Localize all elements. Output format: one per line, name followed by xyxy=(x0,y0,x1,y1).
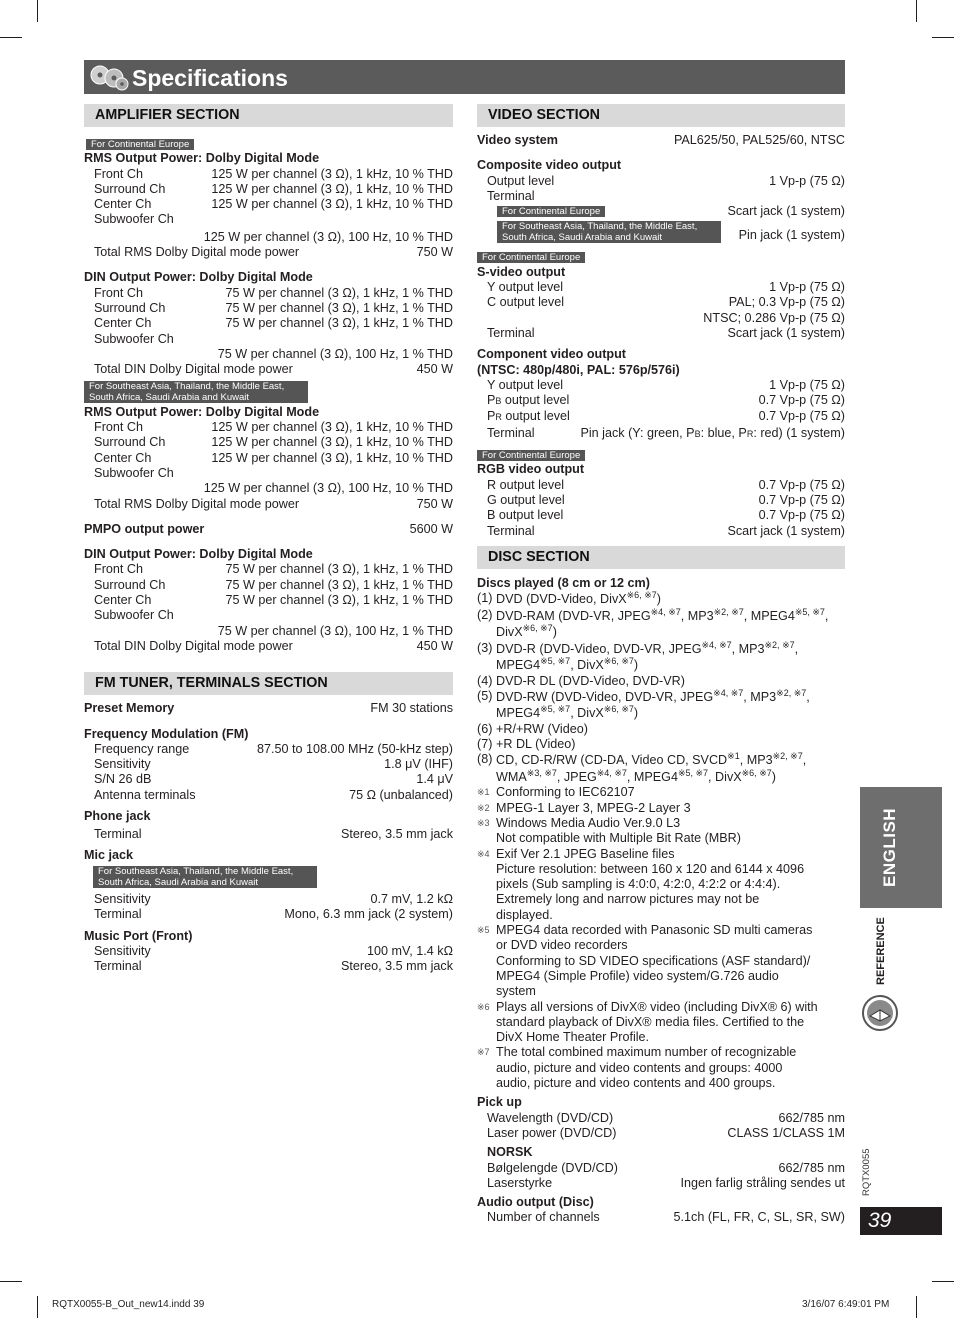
disc-notes xyxy=(477,785,845,1091)
spec-value: Pin jack (1 system) xyxy=(738,228,845,243)
disc-item-text: DVD-R DL (DVD-Video, DVD-VR) xyxy=(496,673,685,688)
spec-value: 450 W xyxy=(416,638,453,653)
spec-label: PR output level xyxy=(487,409,570,424)
din-title: DIN Output Power: Dolby Digital Mode xyxy=(84,547,313,562)
spec-label: Center Ch xyxy=(94,197,152,212)
page-number-box xyxy=(860,1207,942,1235)
spec-value: Stereo, 3.5 mm jack xyxy=(341,959,453,974)
spec-label: Front Ch xyxy=(94,420,143,435)
disc-items xyxy=(477,591,845,785)
reference-label: REFERENCE xyxy=(875,917,887,985)
language-label: ENGLISH xyxy=(880,807,899,887)
spec-value: Ingen farlig stråling sendes ut xyxy=(680,1175,845,1190)
spec-value: Stereo, 3.5 mm jack xyxy=(341,827,453,842)
spec-value: 750 W xyxy=(416,496,453,511)
spec-label: Y output level xyxy=(487,280,564,295)
spec-row xyxy=(84,420,453,435)
footnote xyxy=(477,1000,845,1046)
spec-label: Video system xyxy=(477,133,558,147)
spec-row xyxy=(477,326,845,341)
spec-label: Surround Ch xyxy=(94,181,166,196)
spec-row xyxy=(84,907,453,922)
spec-row xyxy=(84,167,453,182)
spec-label: Center Ch xyxy=(94,593,152,608)
spec-label: Surround Ch xyxy=(94,435,166,450)
component-title: Component video output xyxy=(477,347,627,362)
footnote xyxy=(477,801,845,816)
rgb-rows xyxy=(477,478,845,539)
spec-label: G output level xyxy=(487,492,565,507)
spec-row xyxy=(477,280,845,295)
spec-row xyxy=(477,493,845,508)
spec-value: PAL; 0.3 Vp-p (75 Ω) xyxy=(728,295,845,310)
spec-row xyxy=(477,508,845,523)
disc-item xyxy=(477,689,845,722)
spec-label: Terminal xyxy=(487,425,535,440)
pickup-title: Pick up xyxy=(477,1095,522,1110)
pickup-rows xyxy=(477,1111,845,1142)
region-tag: For Southeast Asia, Thailand, the Middle East, South Africa, Saudi Arabia and Kuwait xyxy=(497,221,721,243)
crop-mark xyxy=(37,1296,38,1318)
spec-value: 662/785 nm xyxy=(778,1110,845,1125)
spec-value: 75 W per channel (3 Ω), 1 kHz, 1 % THD xyxy=(225,316,453,331)
footnote-marker: ※7 xyxy=(477,1047,490,1058)
spec-value: 1 Vp-p (75 Ω) xyxy=(769,377,845,392)
music-rows xyxy=(84,944,453,975)
spec-row xyxy=(84,742,453,757)
spec-row xyxy=(477,204,845,219)
spec-label: Center Ch xyxy=(94,450,152,465)
spec-value: 0.7 Vp-p (75 Ω) xyxy=(758,492,845,507)
spec-value: 0.7 Vp-p (75 Ω) xyxy=(758,477,845,492)
norsk-rows xyxy=(477,1161,845,1192)
spec-row xyxy=(477,409,845,425)
crop-mark xyxy=(932,37,954,38)
disc-item xyxy=(477,722,845,737)
footnote-marker: ※3 xyxy=(477,817,490,828)
spec-value: 0.7 mV, 1.2 kΩ xyxy=(370,892,453,907)
spec-value: 0.7 Vp-p (75 Ω) xyxy=(758,409,845,424)
spec-row xyxy=(84,757,453,772)
spec-value: 450 W xyxy=(416,362,453,377)
left-column xyxy=(84,104,453,975)
disc-item xyxy=(477,641,845,674)
spec-value: 125 W per channel (3 Ω), 1 kHz, 10 % THD xyxy=(211,420,453,435)
spec-label: Total DIN Dolby Digital mode power xyxy=(94,362,293,377)
spec-label: Terminal xyxy=(487,325,535,340)
spec-row xyxy=(477,378,845,393)
svideo-title: S-video output xyxy=(477,264,566,279)
spec-row xyxy=(84,522,453,537)
disc-item-text: +R DL (Video) xyxy=(496,737,576,752)
footnote-marker: ※5 xyxy=(477,925,490,936)
spec-row xyxy=(84,827,453,842)
spec-label: Subwoofer Ch xyxy=(94,465,174,480)
spec-row xyxy=(84,362,453,377)
spec-row xyxy=(84,286,453,301)
spec-label: Wavelength (DVD/CD) xyxy=(487,1110,614,1125)
spec-label: S/N 26 dB xyxy=(94,772,152,787)
spec-row xyxy=(84,562,453,577)
footnote-text: Exif Ver 2.1 JPEG Baseline files Picture resolution: between 160 x 120 and 6144 x 4096 pixels (Sub sampling is 4:0:0, 4:2:0, 4:2:2 or 4:4:4). Extremely long and narrow pictures may not be displayed. xyxy=(496,846,805,922)
spec-label: R output level xyxy=(487,477,565,492)
spec-label: Terminal xyxy=(94,907,142,922)
spec-label: Frequency range xyxy=(94,741,190,756)
footnote xyxy=(477,816,845,847)
composite-title: Composite video output xyxy=(477,158,622,173)
spec-label: Total RMS Dolby Digital mode power xyxy=(94,245,300,260)
spec-label: Surround Ch xyxy=(94,300,166,315)
disc-item-number: (7) xyxy=(477,737,493,752)
spec-row xyxy=(84,578,453,593)
spec-value: 75 W per channel (3 Ω), 100 Hz, 1 % THD xyxy=(217,346,453,361)
spec-value: 125 W per channel (3 Ω), 1 kHz, 10 % THD xyxy=(211,181,453,196)
disc-section-header: DISC SECTION xyxy=(477,546,845,569)
region-tag: For Southeast Asia, Thailand, the Middle East, South Africa, Saudi Arabia and Kuwait xyxy=(93,866,317,888)
amplifier-section-header: AMPLIFIER SECTION xyxy=(84,104,453,127)
disc-item-number: (3) xyxy=(477,640,493,655)
disc-item-number: (6) xyxy=(477,721,493,736)
disc-item-number: (4) xyxy=(477,673,493,688)
footnote-marker: ※4 xyxy=(477,848,490,859)
footnote-marker: ※2 xyxy=(477,802,490,813)
spec-value: Mono, 6.3 mm jack (2 system) xyxy=(284,907,453,922)
spec-value: 750 W xyxy=(416,245,453,260)
fm-rows xyxy=(84,742,453,803)
spec-label: PB output level xyxy=(487,393,570,408)
crop-mark xyxy=(0,37,22,38)
spec-row xyxy=(84,639,453,654)
spec-row xyxy=(477,221,845,243)
footnote-text: MPEG-1 Layer 3, MPEG-2 Layer 3 xyxy=(496,800,691,815)
component-subtitle: (NTSC: 480p/480i, PAL: 576p/576i) xyxy=(477,362,680,377)
spec-row xyxy=(84,435,453,450)
spec-row xyxy=(84,944,453,959)
spec-value: 75 W per channel (3 Ω), 1 kHz, 1 % THD xyxy=(225,577,453,592)
spec-row xyxy=(84,892,453,907)
page-title: Specifications xyxy=(132,65,288,91)
spec-row xyxy=(477,478,845,493)
spec-row xyxy=(84,593,453,608)
spec-label: PMPO output power xyxy=(84,521,205,536)
spec-row xyxy=(477,133,845,148)
title-bar xyxy=(84,60,845,94)
region-tag: For Continental Europe xyxy=(477,450,585,461)
disc-item-text: DVD (DVD-Video, DivX$^{※6, ※7}$) xyxy=(496,590,661,607)
spec-row xyxy=(477,1176,845,1191)
spec-value: 0.7 Vp-p (75 Ω) xyxy=(758,393,845,408)
spec-label: Subwoofer Ch xyxy=(94,212,174,227)
spec-row xyxy=(84,788,453,803)
footnote-marker: ※6 xyxy=(477,1001,490,1012)
spec-value: Scart jack (1 system) xyxy=(727,523,845,538)
spec-label: Total RMS Dolby Digital mode power xyxy=(94,496,300,511)
crop-mark xyxy=(37,0,38,22)
spec-row xyxy=(84,701,453,716)
footnote xyxy=(477,1045,845,1091)
spec-label: Subwoofer Ch xyxy=(94,608,174,623)
spec-label: Output level xyxy=(487,173,555,188)
spec-value: 125 W per channel (3 Ω), 1 kHz, 10 % THD xyxy=(211,435,453,450)
spec-value: 5.1ch (FL, FR, C, SL, SR, SW) xyxy=(673,1210,845,1225)
spec-row xyxy=(477,1126,845,1141)
disc-item-number: (8) xyxy=(477,752,493,767)
spec-row xyxy=(477,524,845,539)
spec-label: Terminal xyxy=(487,188,535,203)
footer-date: 3/16/07 6:49:01 PM xyxy=(802,1299,890,1310)
rms-title: RMS Output Power: Dolby Digital Mode xyxy=(84,151,320,166)
spec-row xyxy=(84,245,453,260)
spec-value: 75 W per channel (3 Ω), 1 kHz, 1 % THD xyxy=(225,285,453,300)
spec-label: Sensitivity xyxy=(94,944,151,959)
disc-item xyxy=(477,752,845,785)
spec-label: Laser power (DVD/CD) xyxy=(487,1125,617,1140)
spec-label: Preset Memory xyxy=(84,701,175,716)
region-tag: For Continental Europe xyxy=(477,252,585,263)
footnote xyxy=(477,785,845,800)
region-tag: For Southeast Asia, Thailand, the Middle East, South Africa, Saudi Arabia and Kuwait xyxy=(84,381,308,403)
fm-section-header: FM TUNER, TERMINALS SECTION xyxy=(84,672,453,695)
spec-value: 75 Ω (unbalanced) xyxy=(349,787,453,802)
disc-item-number: (5) xyxy=(477,688,493,703)
crop-mark xyxy=(916,1296,917,1318)
footnote xyxy=(477,923,845,999)
spec-value: CLASS 1/CLASS 1M xyxy=(727,1125,845,1140)
video-section-header: VIDEO SECTION xyxy=(477,104,845,127)
spec-label: Sensitivity xyxy=(94,757,151,772)
region-tag: For Continental Europe xyxy=(86,139,194,150)
spec-label: Terminal xyxy=(487,523,535,538)
footnote-text: Conforming to IEC62107 xyxy=(496,785,635,800)
region-tag: For Continental Europe xyxy=(497,206,605,217)
spec-value: 75 W per channel (3 Ω), 1 kHz, 1 % THD xyxy=(225,300,453,315)
spec-value: 1.4 μV xyxy=(416,772,453,787)
spec-label: Front Ch xyxy=(94,562,143,577)
spec-label: Number of channels xyxy=(487,1210,600,1225)
spec-label: Terminal xyxy=(94,959,142,974)
spec-label: B output level xyxy=(487,508,564,523)
spec-label: Front Ch xyxy=(94,285,143,300)
footnote-text: MPEG4 data recorded with Panasonic SD multi cameras or DVD video recorders Conforming to SD VIDEO specifications (ASF standard)/ MPEG4 (Simple Profile) video system/G.726 audio system xyxy=(496,923,813,999)
crop-mark xyxy=(916,0,917,22)
rgb-title: RGB video output xyxy=(477,462,585,477)
rms-title: RMS Output Power: Dolby Digital Mode xyxy=(84,404,320,419)
spec-row xyxy=(477,1111,845,1126)
spec-row xyxy=(84,316,453,331)
spec-value: 5600 W xyxy=(409,521,453,536)
spec-value: 1 Vp-p (75 Ω) xyxy=(769,280,845,295)
din-title: DIN Output Power: Dolby Digital Mode xyxy=(84,270,313,285)
disc-item xyxy=(477,737,845,752)
document-code: RQTX0055 xyxy=(861,1148,872,1196)
mic-title: Mic jack xyxy=(84,847,134,862)
rms-rows xyxy=(84,420,453,466)
spec-row xyxy=(84,959,453,974)
spec-value: 125 W per channel (3 Ω), 1 kHz, 10 % THD xyxy=(211,197,453,212)
din-rows xyxy=(84,562,453,608)
spec-value: 662/785 nm xyxy=(778,1160,845,1175)
disc-item-text: CD, CD-R/RW (CD-DA, Video CD, SVCD$^{※1}$, $MP3^{※2, ※7}$, $WMA^{※3, ※7}$, $JPEG^{※4, ※7}$, $MPEG4^{※5, ※7}$, DivX$^{※6, ※7}$) xyxy=(496,751,807,785)
disc-item xyxy=(477,674,845,689)
spec-value: Pin jack (Y: green, PB: blue, PR: red) (1 system) xyxy=(580,425,845,440)
disc-item-number: (2) xyxy=(477,607,493,622)
crop-mark xyxy=(932,1281,954,1282)
spec-label: Total DIN Dolby Digital mode power xyxy=(94,638,293,653)
disc-item xyxy=(477,608,845,641)
footnote-text: Plays all versions of DivX® video (including DivX® 6) with standard playback of DivX® media files. Certified to the DivX Home Theater Profile. xyxy=(496,999,818,1045)
spec-row xyxy=(477,1210,845,1225)
spec-value: NTSC; 0.286 Vp-p (75 Ω) xyxy=(703,310,845,325)
spec-value: 125 W per channel (3 Ω), 1 kHz, 10 % THD xyxy=(211,166,453,181)
spec-label: Front Ch xyxy=(94,166,143,181)
spec-value: 75 W per channel (3 Ω), 100 Hz, 1 % THD xyxy=(217,623,453,638)
mic-rows xyxy=(84,892,453,923)
spec-value: 87.50 to 108.00 MHz (50-kHz step) xyxy=(257,741,453,756)
spec-row xyxy=(84,451,453,466)
spec-row xyxy=(84,301,453,316)
norsk-title: NORSK xyxy=(487,1145,533,1160)
spec-label: Subwoofer Ch xyxy=(94,331,174,346)
discs-played-title: Discs played (8 cm or 12 cm) xyxy=(477,575,650,590)
disc-item-text: DVD-R (DVD-Video, DVD-VR, $JPEG^{※4, ※7}$, $MP3^{※2, ※7}$, $MPEG4^{※5, ※7}$, DivX$^{※6, ※7}$) xyxy=(496,639,799,673)
fm-title: Frequency Modulation (FM) xyxy=(84,726,249,741)
footnote xyxy=(477,847,845,923)
spec-row xyxy=(84,182,453,197)
spec-value: Scart jack (1 system) xyxy=(727,204,845,219)
spec-label: Terminal xyxy=(94,827,142,842)
spec-label: C output level xyxy=(487,295,565,310)
right-column xyxy=(477,104,845,1226)
book-icon xyxy=(861,994,899,1032)
disc-item-text: DVD-RW (DVD-Video, DVD-VR, $JPEG^{※4, ※7}$, $MP3^{※2, ※7}$, $MPEG4^{※5, ※7}$, DivX$^{※6, ※7}$) xyxy=(496,687,810,721)
spec-label: Center Ch xyxy=(94,316,152,331)
spec-value: 125 W per channel (3 Ω), 100 Hz, 10 % THD xyxy=(203,481,453,496)
page-number: 39 xyxy=(868,1209,892,1232)
spec-row xyxy=(477,174,845,189)
audio-title: Audio output (Disc) xyxy=(477,1195,594,1210)
spec-label: Bølgelengde (DVD/CD) xyxy=(487,1160,618,1175)
footnote-text: Windows Media Audio Ver.9.0 L3 Not compatible with Multiple Bit Rate (MBR) xyxy=(496,815,741,846)
spec-label: Y output level xyxy=(487,377,564,392)
footnote-marker: ※1 xyxy=(477,787,490,798)
spec-value: 1 Vp-p (75 Ω) xyxy=(769,173,845,188)
spec-value: 75 W per channel (3 Ω), 1 kHz, 1 % THD xyxy=(225,562,453,577)
spec-label: Antenna terminals xyxy=(94,787,196,802)
music-title: Music Port (Front) xyxy=(84,928,193,943)
spec-label: Surround Ch xyxy=(94,577,166,592)
spec-row xyxy=(84,772,453,787)
spec-value: 75 W per channel (3 Ω), 1 kHz, 1 % THD xyxy=(225,593,453,608)
spec-row xyxy=(477,295,845,310)
spec-row xyxy=(477,1161,845,1176)
discs-icon xyxy=(89,63,129,91)
spec-value: Scart jack (1 system) xyxy=(727,325,845,340)
disc-item-number: (1) xyxy=(477,591,493,606)
spec-row xyxy=(84,497,453,512)
spec-row xyxy=(84,197,453,212)
disc-item xyxy=(477,591,845,607)
spec-value: 125 W per channel (3 Ω), 1 kHz, 10 % THD xyxy=(211,450,453,465)
disc-item-text: +R/+RW (Video) xyxy=(496,721,588,736)
din-rows xyxy=(84,286,453,332)
footer-file: RQTX0055-B_Out_new14.indd 39 xyxy=(52,1299,205,1310)
spec-value: 0.7 Vp-p (75 Ω) xyxy=(758,508,845,523)
crop-mark xyxy=(0,1281,22,1282)
phone-title: Phone jack xyxy=(84,808,151,823)
spec-label: Sensitivity xyxy=(94,892,151,907)
spec-value: 100 mV, 1.4 kΩ xyxy=(367,944,453,959)
language-tab xyxy=(860,787,942,908)
spec-row xyxy=(477,393,845,409)
spec-value: PAL625/50, PAL525/60, NTSC xyxy=(673,133,845,147)
spec-value: 125 W per channel (3 Ω), 100 Hz, 10 % THD xyxy=(203,229,453,244)
footnote-text: The total combined maximum number of recognizable audio, picture and video contents and groups: 4000 audio, picture and video contents and 400 groups. xyxy=(496,1045,797,1091)
spec-row xyxy=(477,426,845,442)
disc-item-text: DVD-RAM (DVD-VR, $JPEG^{※4, ※7}$, $MP3^{※2, ※7}$, $MPEG4^{※5, ※7}$, DivX$^{※6, ※7}$) xyxy=(496,606,829,640)
spec-value: FM 30 stations xyxy=(370,701,453,716)
rms-rows xyxy=(84,167,453,213)
spec-value: 1.8 μV (IHF) xyxy=(384,757,453,772)
spec-label: Laserstyrke xyxy=(487,1175,553,1190)
